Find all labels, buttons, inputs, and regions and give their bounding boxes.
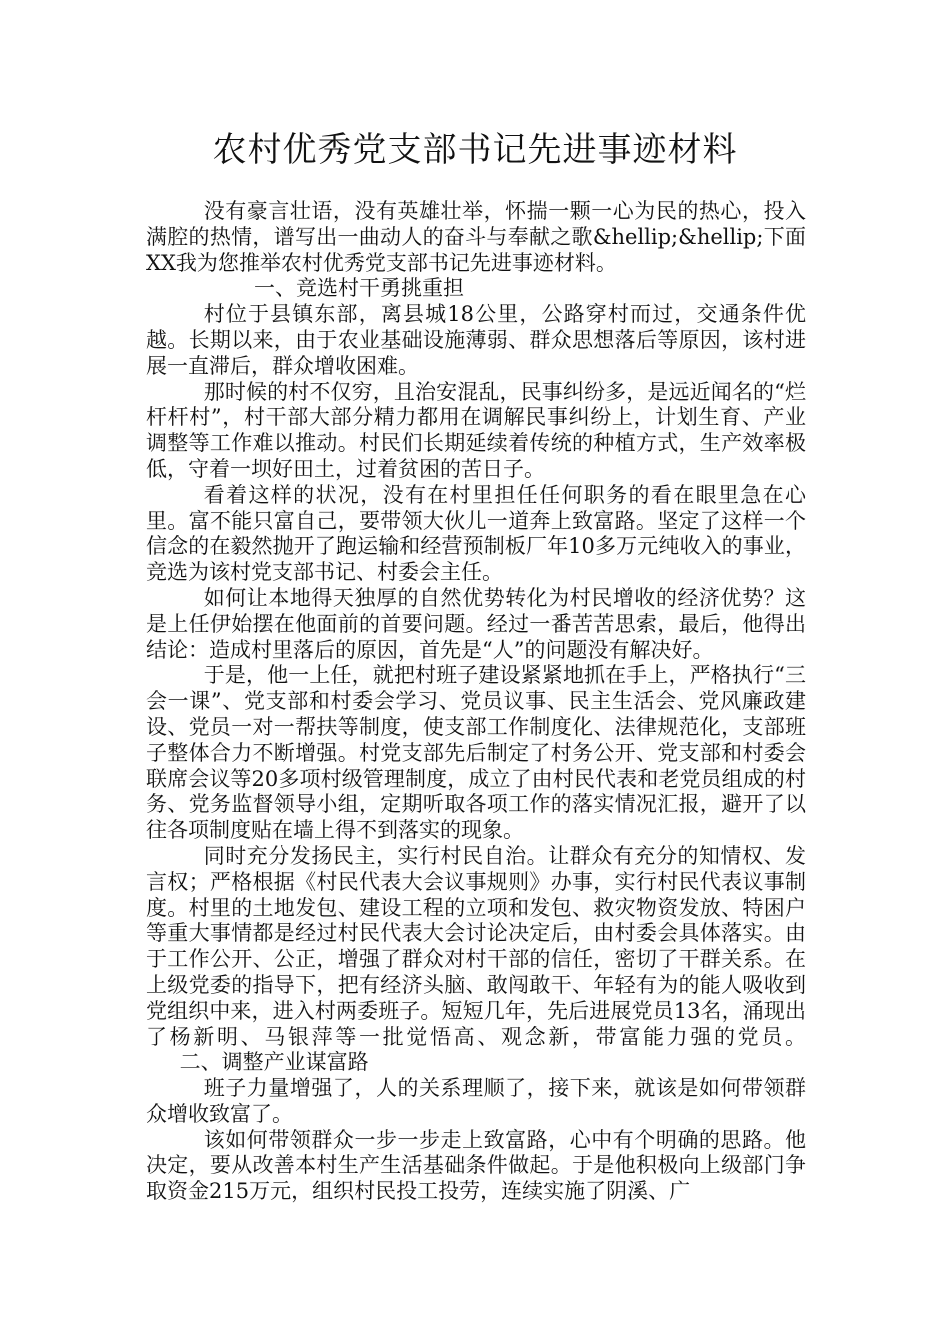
section-heading-2: 二、调整产业谋富路	[179, 1050, 369, 1075]
paragraph-3: 看着这样的状况，没有在村里担任任何职务的看在眼里急在心里。富不能只富自己，要带领大伙儿一道奔上致富路。坚定了这样一个信念的在毅然抛开了跑运输和经营预制板厂年10多万元纯收入的事业，竞选为该村党支部书记、村委会主任。	[146, 482, 806, 585]
paragraph-2: 那时候的村不仅穷，且治安混乱，民事纠纷多，是远近闻名的“烂杆杆村”，村干部大部分精力都用在调解民事纠纷上，计划生育、产业调整等工作难以推动。村民们长期延续着传统的种植方式，生产效率极低，守着一坝好田土，过着贫困的苦日子。	[146, 379, 806, 481]
document-body	[146, 199, 806, 1205]
paragraph-8: 该如何带领群众一步一步走上致富路，心中有个明确的思路。他决定，要从改善本村生产生活基础条件做起。于是他积极向上级部门争取资金215万元，组织村民投工投劳，连续实施了阴溪、广	[146, 1127, 806, 1204]
paragraph-7: 班子力量增强了，人的关系理顺了，接下来，就该是如何带领群众增收致富了。	[146, 1076, 806, 1126]
document-title: 农村优秀党支部书记先进事迹材料	[212, 130, 738, 170]
intro-paragraph: 没有豪言壮语，没有英雄壮举，怀揣一颗一心为民的热心，投入满腔的热情，谱写出一曲动人的奋斗与奉献之歌&hellip;&hellip;下面XX我为您推举农村优秀党支部书记先进事迹材料。	[146, 199, 806, 275]
paragraph-1: 村位于县镇东部，离县城18公里，公路穿村而过，交通条件优越。长期以来，由于农业基础设施薄弱、群众思想落后等原因，该村进展一直滞后，群众增收困难。	[146, 302, 806, 378]
paragraph-6	[146, 844, 806, 1076]
paragraph-5: 于是，他一上任，就把村班子建设紧紧地抓在手上，严格执行“三会一课”、党支部和村委会学习、党员议事、民主生活会、党风廉政建设、党员一对一帮扶等制度，使支部工作制度化、法律规范化，支部班子整体合力不断增强。村党支部先后制定了村务公开、党支部和村委会联席会议等20多项村级管理制度，成立了由村民代表和老党员组成的村务、党务监督领导小组，定期听取各项工作的落实情况汇报，避开了以往各项制度贴在墙上得不到落实的现象。	[146, 663, 806, 843]
paragraph-6-text: 同时充分发扬民主，实行村民自治。让群众有充分的知情权、发言权；严格根据《村民代表大会议事规则》办事，实行村民代表议事制度。村里的土地发包、建设工程的立项和发包、救灾物资发放、特困户等重大事情都是经过村民代表大会讨论决定后，由村委会具体落实。由于工作公开、公正，增强了群众对村干部的信任，密切了干群关系。在上级党委的指导下，把有经济头脑、敢闯敢干、年轻有为的能人吸收到党组织中来，进入村两委班子。短短几年，先后进展党员13名，涌现出了杨新明、马银萍等一批觉悟高、观念新，带富能力强的党员。	[146, 843, 806, 1049]
paragraph-4: 如何让本地得天独厚的自然优势转化为村民增收的经济优势？这是上任伊始摆在他面前的首要问题。经过一番苦苦思索，最后，他得出结论：造成村里落后的原因，首先是“人”的问题没有解决好。	[146, 585, 806, 662]
section-heading-1: 一、竞选村干勇挑重担	[254, 276, 464, 301]
